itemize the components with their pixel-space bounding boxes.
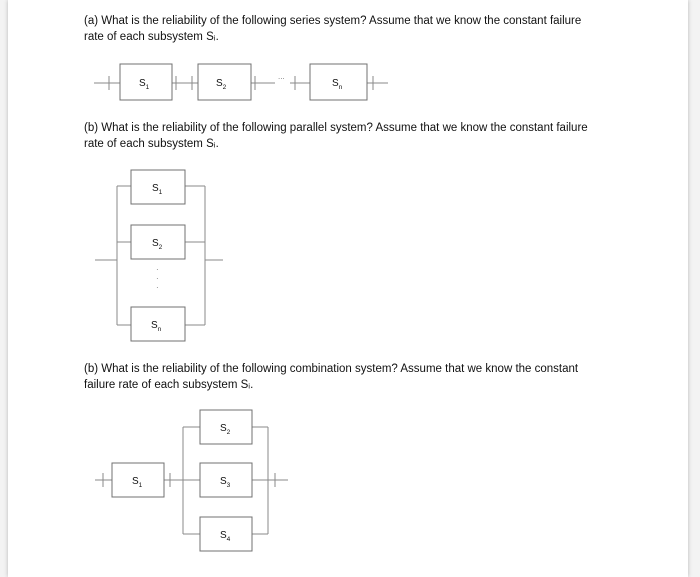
combination-box-s3	[200, 463, 252, 497]
svg-text:Sn: $S_n$	[332, 78, 343, 91]
parallel-box-s1	[131, 170, 185, 204]
svg-text:Sn: $S_n$	[151, 320, 162, 333]
parallel-dots-1: ·	[156, 265, 159, 274]
parallel-dots-3: ·	[156, 283, 159, 292]
series-box-s2	[198, 64, 251, 100]
parallel-dots-2: ·	[156, 274, 159, 283]
svg-text:S1: $S_1$	[139, 78, 150, 91]
svg-text:S1: $S_1$	[152, 183, 163, 196]
question-c-text: (b) What is the reliability of the following combination system? Assume that we know the constant failure rate of each subsystem Sᵢ.	[84, 363, 579, 391]
svg-text:S1: $S_1$	[132, 476, 143, 489]
svg-text:S2: $S_2$	[216, 78, 227, 91]
question-b-text: (b) What is the reliability of the following parallel system? Assume that we know the constant failure rate of each subsystem Sᵢ.	[84, 122, 588, 150]
svg-text:S2: $S_2$	[152, 238, 163, 251]
question-a-text: (a) What is the reliability of the following series system? Assume that we know the constant failure rate of each subsystem Sᵢ.	[84, 15, 582, 43]
parallel-box-s2	[131, 225, 185, 259]
combination-box-s2	[200, 410, 252, 444]
svg-text:S3: $S_3$	[220, 476, 231, 489]
combination-box-s4	[200, 517, 252, 551]
combination-box-s1	[112, 463, 164, 497]
svg-text:S2: $S_2$	[220, 423, 231, 436]
svg-text:S4: $S_4$	[220, 530, 231, 543]
parallel-system-diagram	[95, 170, 223, 341]
parallel-box-sn	[131, 307, 185, 341]
series-gap-dots: ...	[278, 72, 285, 81]
series-box-sn	[310, 64, 367, 100]
combination-system-diagram	[95, 410, 288, 551]
series-box-s1	[120, 64, 172, 100]
